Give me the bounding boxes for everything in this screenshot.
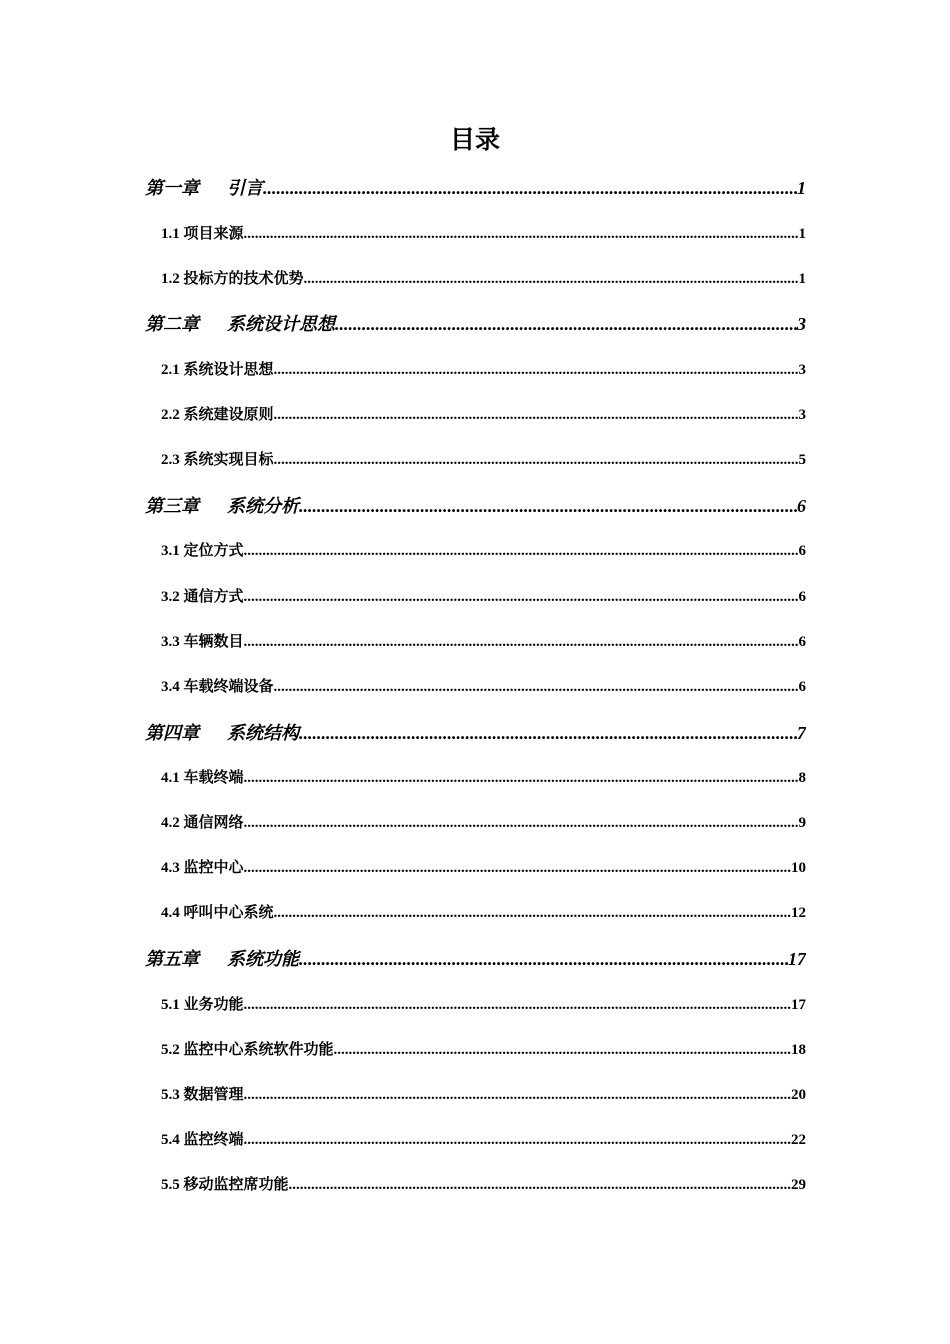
toc-chapter-3[interactable] bbox=[145, 492, 806, 520]
toc-entry-label: 3.2 通信方式 bbox=[161, 589, 244, 605]
toc-chapter-number: 第一章 bbox=[145, 178, 199, 198]
toc-leader-dots bbox=[244, 221, 799, 247]
toc-leader-dots bbox=[244, 538, 799, 564]
toc-entry-label: 3.4 车载终端设备 bbox=[161, 679, 274, 695]
toc-section-5-2[interactable] bbox=[161, 1037, 806, 1063]
toc-section-2-1[interactable] bbox=[161, 357, 806, 383]
toc-section-3-2[interactable] bbox=[161, 584, 806, 610]
toc-leader-dots bbox=[244, 629, 799, 655]
toc-page-number: 10 bbox=[791, 860, 806, 876]
toc-section-3-3[interactable] bbox=[161, 629, 806, 655]
toc-page-number: 1 bbox=[798, 271, 806, 287]
toc-leader-dots bbox=[274, 674, 799, 700]
toc-leader-dots bbox=[244, 584, 799, 610]
toc-chapter-1[interactable] bbox=[145, 174, 806, 202]
toc-section-4-1[interactable] bbox=[161, 765, 806, 791]
toc-section-3-1[interactable] bbox=[161, 538, 806, 564]
toc-page-number: 1 bbox=[798, 226, 806, 242]
toc-chapter-2[interactable] bbox=[145, 310, 806, 338]
toc-leader-dots bbox=[274, 357, 799, 383]
toc-entry-label: 1.2 投标方的技术优势 bbox=[161, 271, 304, 287]
toc-leader-dots bbox=[274, 900, 791, 926]
toc-entry-label: 系统结构 bbox=[227, 723, 299, 743]
toc-page-number: 18 bbox=[791, 1042, 806, 1058]
toc-section-5-4[interactable] bbox=[161, 1127, 806, 1153]
page-title: 目录 bbox=[449, 127, 500, 154]
toc-section-1-2[interactable] bbox=[161, 266, 806, 292]
toc-leader-dots bbox=[244, 1127, 791, 1153]
toc-chapter-number: 第二章 bbox=[145, 314, 199, 334]
toc-leader-dots bbox=[274, 447, 799, 473]
toc-section-2-2[interactable] bbox=[161, 402, 806, 428]
toc-entry-label: 5.5 移动监控席功能 bbox=[161, 1177, 289, 1193]
toc-entry-label: 4.3 监控中心 bbox=[161, 860, 244, 876]
toc-entry-label: 5.3 数据管理 bbox=[161, 1087, 244, 1103]
toc-page-number: 6 bbox=[798, 589, 806, 605]
toc-chapter-number: 第四章 bbox=[145, 723, 199, 743]
toc-page-number: 8 bbox=[798, 770, 806, 786]
toc-page-number: 3 bbox=[797, 314, 806, 334]
toc-chapter-number: 第五章 bbox=[145, 949, 199, 969]
toc-page-number: 6 bbox=[798, 543, 806, 559]
toc-entry-label: 4.1 车载终端 bbox=[161, 770, 244, 786]
toc-leader-dots bbox=[274, 402, 799, 428]
toc-chapter-number: 第三章 bbox=[145, 496, 199, 516]
toc-entry-label: 系统分析 bbox=[227, 496, 299, 516]
toc-page-number: 3 bbox=[798, 362, 806, 378]
toc-section-4-4[interactable] bbox=[161, 900, 806, 926]
toc-page-number: 17 bbox=[791, 997, 806, 1013]
toc-section-5-5[interactable] bbox=[161, 1172, 806, 1198]
toc-page-number: 6 bbox=[798, 679, 806, 695]
toc-entry-label: 3.1 定位方式 bbox=[161, 543, 244, 559]
toc-page-number: 12 bbox=[791, 905, 806, 921]
toc-section-5-3[interactable] bbox=[161, 1082, 806, 1108]
toc-entry-label: 5.4 监控终端 bbox=[161, 1132, 244, 1148]
toc-section-4-2[interactable] bbox=[161, 810, 806, 836]
toc-page-number: 6 bbox=[798, 634, 806, 650]
toc-entry-label: 2.3 系统实现目标 bbox=[161, 452, 274, 468]
toc-entry-label: 系统功能 bbox=[227, 949, 299, 969]
toc-page-number: 29 bbox=[791, 1177, 806, 1193]
toc-page-number: 7 bbox=[797, 723, 806, 743]
toc-entry-label: 系统设计思想 bbox=[227, 314, 335, 334]
toc-page-number: 3 bbox=[798, 407, 806, 423]
toc-entry-label: 引言 bbox=[227, 178, 263, 198]
toc-section-4-3[interactable] bbox=[161, 855, 806, 881]
toc-leader-dots bbox=[299, 945, 788, 973]
toc-leader-dots bbox=[289, 1172, 791, 1198]
toc-entry-label: 3.3 车辆数目 bbox=[161, 634, 244, 650]
toc-leader-dots bbox=[244, 810, 799, 836]
toc-page-number: 1 bbox=[797, 178, 806, 198]
toc-entry-label: 4.2 通信网络 bbox=[161, 815, 244, 831]
toc-page-number: 9 bbox=[798, 815, 806, 831]
toc-entry-label: 5.2 监控中心系统软件功能 bbox=[161, 1042, 334, 1058]
toc-leader-dots bbox=[334, 1037, 791, 1063]
toc-page-number: 20 bbox=[791, 1087, 806, 1103]
toc-entry-label: 2.2 系统建设原则 bbox=[161, 407, 274, 423]
toc-section-1-1[interactable] bbox=[161, 221, 806, 247]
toc-entry-label: 5.1 业务功能 bbox=[161, 997, 244, 1013]
toc-entry-label: 4.4 呼叫中心系统 bbox=[161, 905, 274, 921]
toc-entry-label: 2.1 系统设计思想 bbox=[161, 362, 274, 378]
toc-page-number: 6 bbox=[797, 496, 806, 516]
toc-leader-dots bbox=[299, 492, 797, 520]
toc-section-3-4[interactable] bbox=[161, 674, 806, 700]
toc-chapter-5[interactable] bbox=[145, 945, 806, 973]
toc-entry-label: 1.1 项目来源 bbox=[161, 226, 244, 242]
toc-section-5-1[interactable] bbox=[161, 992, 806, 1018]
toc-leader-dots bbox=[304, 266, 799, 292]
toc-leader-dots bbox=[299, 719, 797, 747]
toc-leader-dots bbox=[263, 174, 797, 202]
toc-leader-dots bbox=[244, 855, 791, 881]
toc-leader-dots bbox=[244, 1082, 791, 1108]
toc-chapter-4[interactable] bbox=[145, 719, 806, 747]
toc-page-number: 22 bbox=[791, 1132, 806, 1148]
toc-leader-dots bbox=[244, 765, 799, 791]
toc-page-number: 17 bbox=[788, 949, 806, 969]
toc-page-number: 5 bbox=[798, 452, 806, 468]
toc-leader-dots bbox=[335, 310, 797, 338]
toc-section-2-3[interactable] bbox=[161, 447, 806, 473]
toc-leader-dots bbox=[244, 992, 791, 1018]
